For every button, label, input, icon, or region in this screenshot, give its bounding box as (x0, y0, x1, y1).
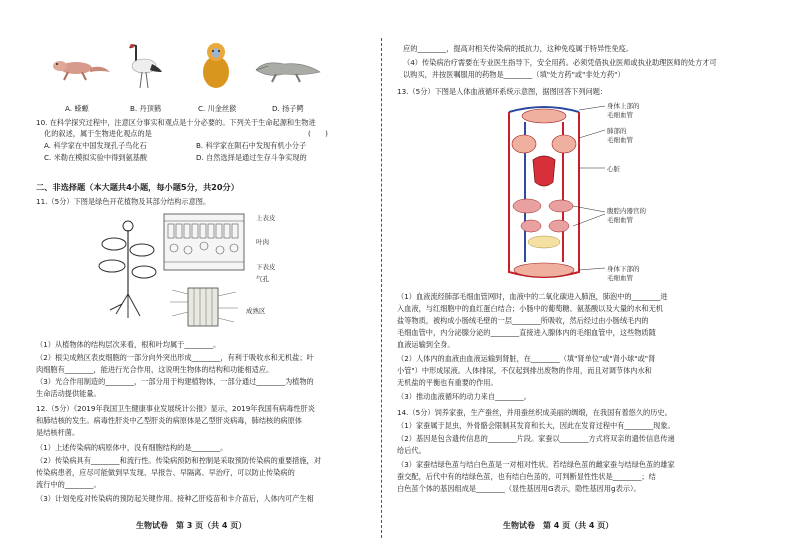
blood-circulation-diagram (469, 102, 619, 282)
q12-item-2-cont2: 流行中的________。 (36, 480, 101, 489)
q11-item-2: （2）根尖成熟区表皮细胞的一部分向外突出形成________，有利于吸收水和无机盐；叶 (36, 353, 314, 362)
q10-option-c: C. 米勒在模拟实验中得到氨基酸 (44, 153, 148, 162)
q12-stem-3: 是结核杆菌。 (36, 428, 80, 437)
page-4-footer: 生物试卷 第 4 页（共 4 页） (503, 521, 614, 530)
q13-item-1-cont2: 盐等物质，被构成小肠绒毛壁的一层________所吸收，然后经过由小肠绒毛内的 (397, 316, 649, 325)
golden-snub-nosed-monkey-illustration (196, 40, 236, 92)
q13-item-1-cont4: 血液运输到全身。 (397, 340, 455, 349)
q10-stem-1: 10. 在科学探究过程中，注意区分事实和观点是十分必要的。下列关于生命起源和生物进 (36, 118, 316, 127)
mesophyll-label: 叶肉 (256, 238, 269, 246)
upper-body-capillaries-label-2: 毛细血管 (607, 111, 633, 119)
abdominal-capillaries-label-2: 毛细血管 (607, 216, 633, 224)
chinese-alligator-illustration (254, 50, 322, 86)
q11-item-3-cont: 生命活动提供能量。 (36, 389, 101, 398)
q11-item-2-cont: 肉细胞有________，能进行光合作用，这说明生物体的结构和功能相适应。 (36, 365, 274, 374)
q10-stem-2: 化的叙述，属于生物进化观点的是 (44, 129, 152, 138)
lower-body-capillaries-label-2: 毛细血管 (607, 274, 633, 282)
q12-cont-line: 应的________，提高对相关传染病的抵抗力，这种免疫属于特异性免疫。 (403, 44, 634, 53)
q12-item-3: （3）计划免疫对传染病的预防起关键作用。接种乙肝疫苗和卡介苗后，人体内可产生相 (36, 494, 314, 503)
q10-option-a: A. 科学家在中国发现孔子鸟化石 (44, 141, 147, 150)
red-crowned-crane-illustration (122, 42, 166, 90)
q12-stem-2: 和肺结核的发生。病毒性肝炎中乙型肝炎的病原体是乙型肝炎病毒，肺结核的病原体 (36, 416, 302, 425)
exam-page-4 (383, 0, 794, 560)
q13-stem: 13.（5分）下图是人体血液循环系统示意图，据图回答下列问题： (397, 87, 608, 96)
q13-item-1-cont: 入血液，与红细胞中的血红蛋白结合；小肠中的葡萄糖、氨基酸以及大量的水和无机 (397, 304, 663, 313)
maturation-zone-label: 成熟区 (246, 307, 266, 315)
exam-page-3 (0, 0, 380, 560)
stoma-label: 气孔 (256, 275, 269, 283)
salamander-illustration (50, 50, 112, 84)
upper-body-capillaries-label: 身体上部的 (607, 102, 640, 110)
option-d-label: D. 扬子鳄 (272, 104, 304, 113)
q13-item-2-cont2: 无机盐的平衡也有重要的作用。 (397, 378, 498, 387)
q13-item-1: （1）血液流经肺部毛细血管网时，血液中的二氧化碳进入肺泡，肺泡中的________进 (397, 292, 668, 301)
q14-item-2: （2）基因是包含遗传信息的________片段。家蚕以________方式将双亲的遗传信息传递 (397, 434, 675, 443)
root-hair-zone-diagram (164, 286, 244, 328)
lower-body-capillaries-label: 身体下部的 (607, 265, 640, 273)
q12-item-4: （4）传染病治疗需要在专业医生指导下，安全用药。必须凭借执业医师或执业助理医师的处方才可 (403, 58, 717, 67)
lower-epidermis-label: 下表皮 (256, 263, 276, 271)
q14-stem: 14.（5分）饲养家蚕，生产蚕丝，并用蚕丝织成美丽的绸缎，在我国有着悠久的历史。 (397, 408, 672, 417)
leaf-cross-section-diagram (162, 212, 248, 272)
option-a-label: A. 蝾螈 (65, 104, 89, 113)
lung-capillaries-label-2: 毛细血管 (607, 136, 633, 144)
q12-item-4-cont: 以购买，并按医嘱服用的药物是________（填"处方药"或"非处方药"） (403, 70, 625, 79)
q12-stem-1: 12.（5分）《2019年我国卫生健康事业发展统计公报》显示，2019年我国有病毒性肝炎 (36, 404, 315, 413)
q14-item-1: （1）家蚕属于昆虫，外骨骼会限制其发育和长大，因此在发育过程中有________现象。 (397, 421, 675, 430)
page-3-footer: 生物试卷 第 3 页（共 4 页） (136, 521, 247, 530)
q10-answer-bracket: ( ) (308, 129, 328, 138)
q11-item-1: （1）从植物体的结构层次来看，根和叶均属于________。 (36, 340, 221, 349)
q13-item-3: （3）推动血液循环的动力来自________。 (397, 392, 531, 401)
q12-item-1: （1）上述传染病的病原体中，没有细胞结构的是________。 (36, 443, 228, 452)
flowering-plant-illustration (92, 214, 162, 324)
q10-option-b: B. 科学家在陨石中发现有机小分子 (196, 141, 307, 150)
abdominal-capillaries-label: 腹腔内器官的 (607, 207, 646, 215)
q14-item-3-cont2: 白色茧个体的基因组成是________（显性基因用G表示，隐性基因用g表示）。 (397, 484, 641, 493)
q14-item-2-cont: 给后代。 (397, 446, 426, 455)
option-b-label: B. 丹顶鹤 (130, 104, 162, 113)
q14-item-3-cont: 蚕交配，后代中有的结绿色茧，也有结白色茧的，可判断显性性状是________；结 (397, 472, 656, 481)
q12-item-2: （2）传染病具有________和流行性。传染病预防和控制是采取预防传染病的重要措施，对 (36, 456, 321, 465)
heart-label: 心脏 (607, 165, 620, 173)
section-2-heading: 二、非选择题（本大题共4小题，每小题5分，共20分） (36, 182, 239, 192)
q13-item-2-cont: 小管"）中形成尿液。人体排尿，不仅起到排出废物的作用，而且对调节体内水和 (397, 366, 652, 375)
lung-capillaries-label: 肺部的 (607, 127, 627, 135)
upper-epidermis-label: 上表皮 (256, 214, 276, 222)
q10-option-d: D. 自然选择是通过生存斗争实现的 (196, 153, 307, 162)
q11-stem: 11.（5分）下图是绿色开花植物及其部分结构示意图。 (36, 197, 211, 206)
q13-item-1-cont3: 毛细血管中，内分泌腺分泌的________直接进入腺体内的毛细血管中，这些物质随 (397, 328, 656, 337)
q14-item-3: （3）家蚕结绿色茧与结白色茧是一对相对性状。若结绿色茧的雌家蚕与结绿色茧的雄家 (397, 460, 675, 469)
q12-item-2-cont: 传染病患者，应尽可能做到早发现、早报告、早隔离、早治疗，可以防止传染病的 (36, 468, 295, 477)
q13-item-2: （2）人体内的血液由血液运输到肾脏，在________（填"肾单位"或"肾小球"或"肾 (397, 354, 656, 363)
option-c-label: C. 川金丝猴 (198, 104, 237, 113)
q11-item-3: （3）光合作用制造的________，一部分用于构建植物体，一部分通过________为植物的 (36, 377, 314, 386)
